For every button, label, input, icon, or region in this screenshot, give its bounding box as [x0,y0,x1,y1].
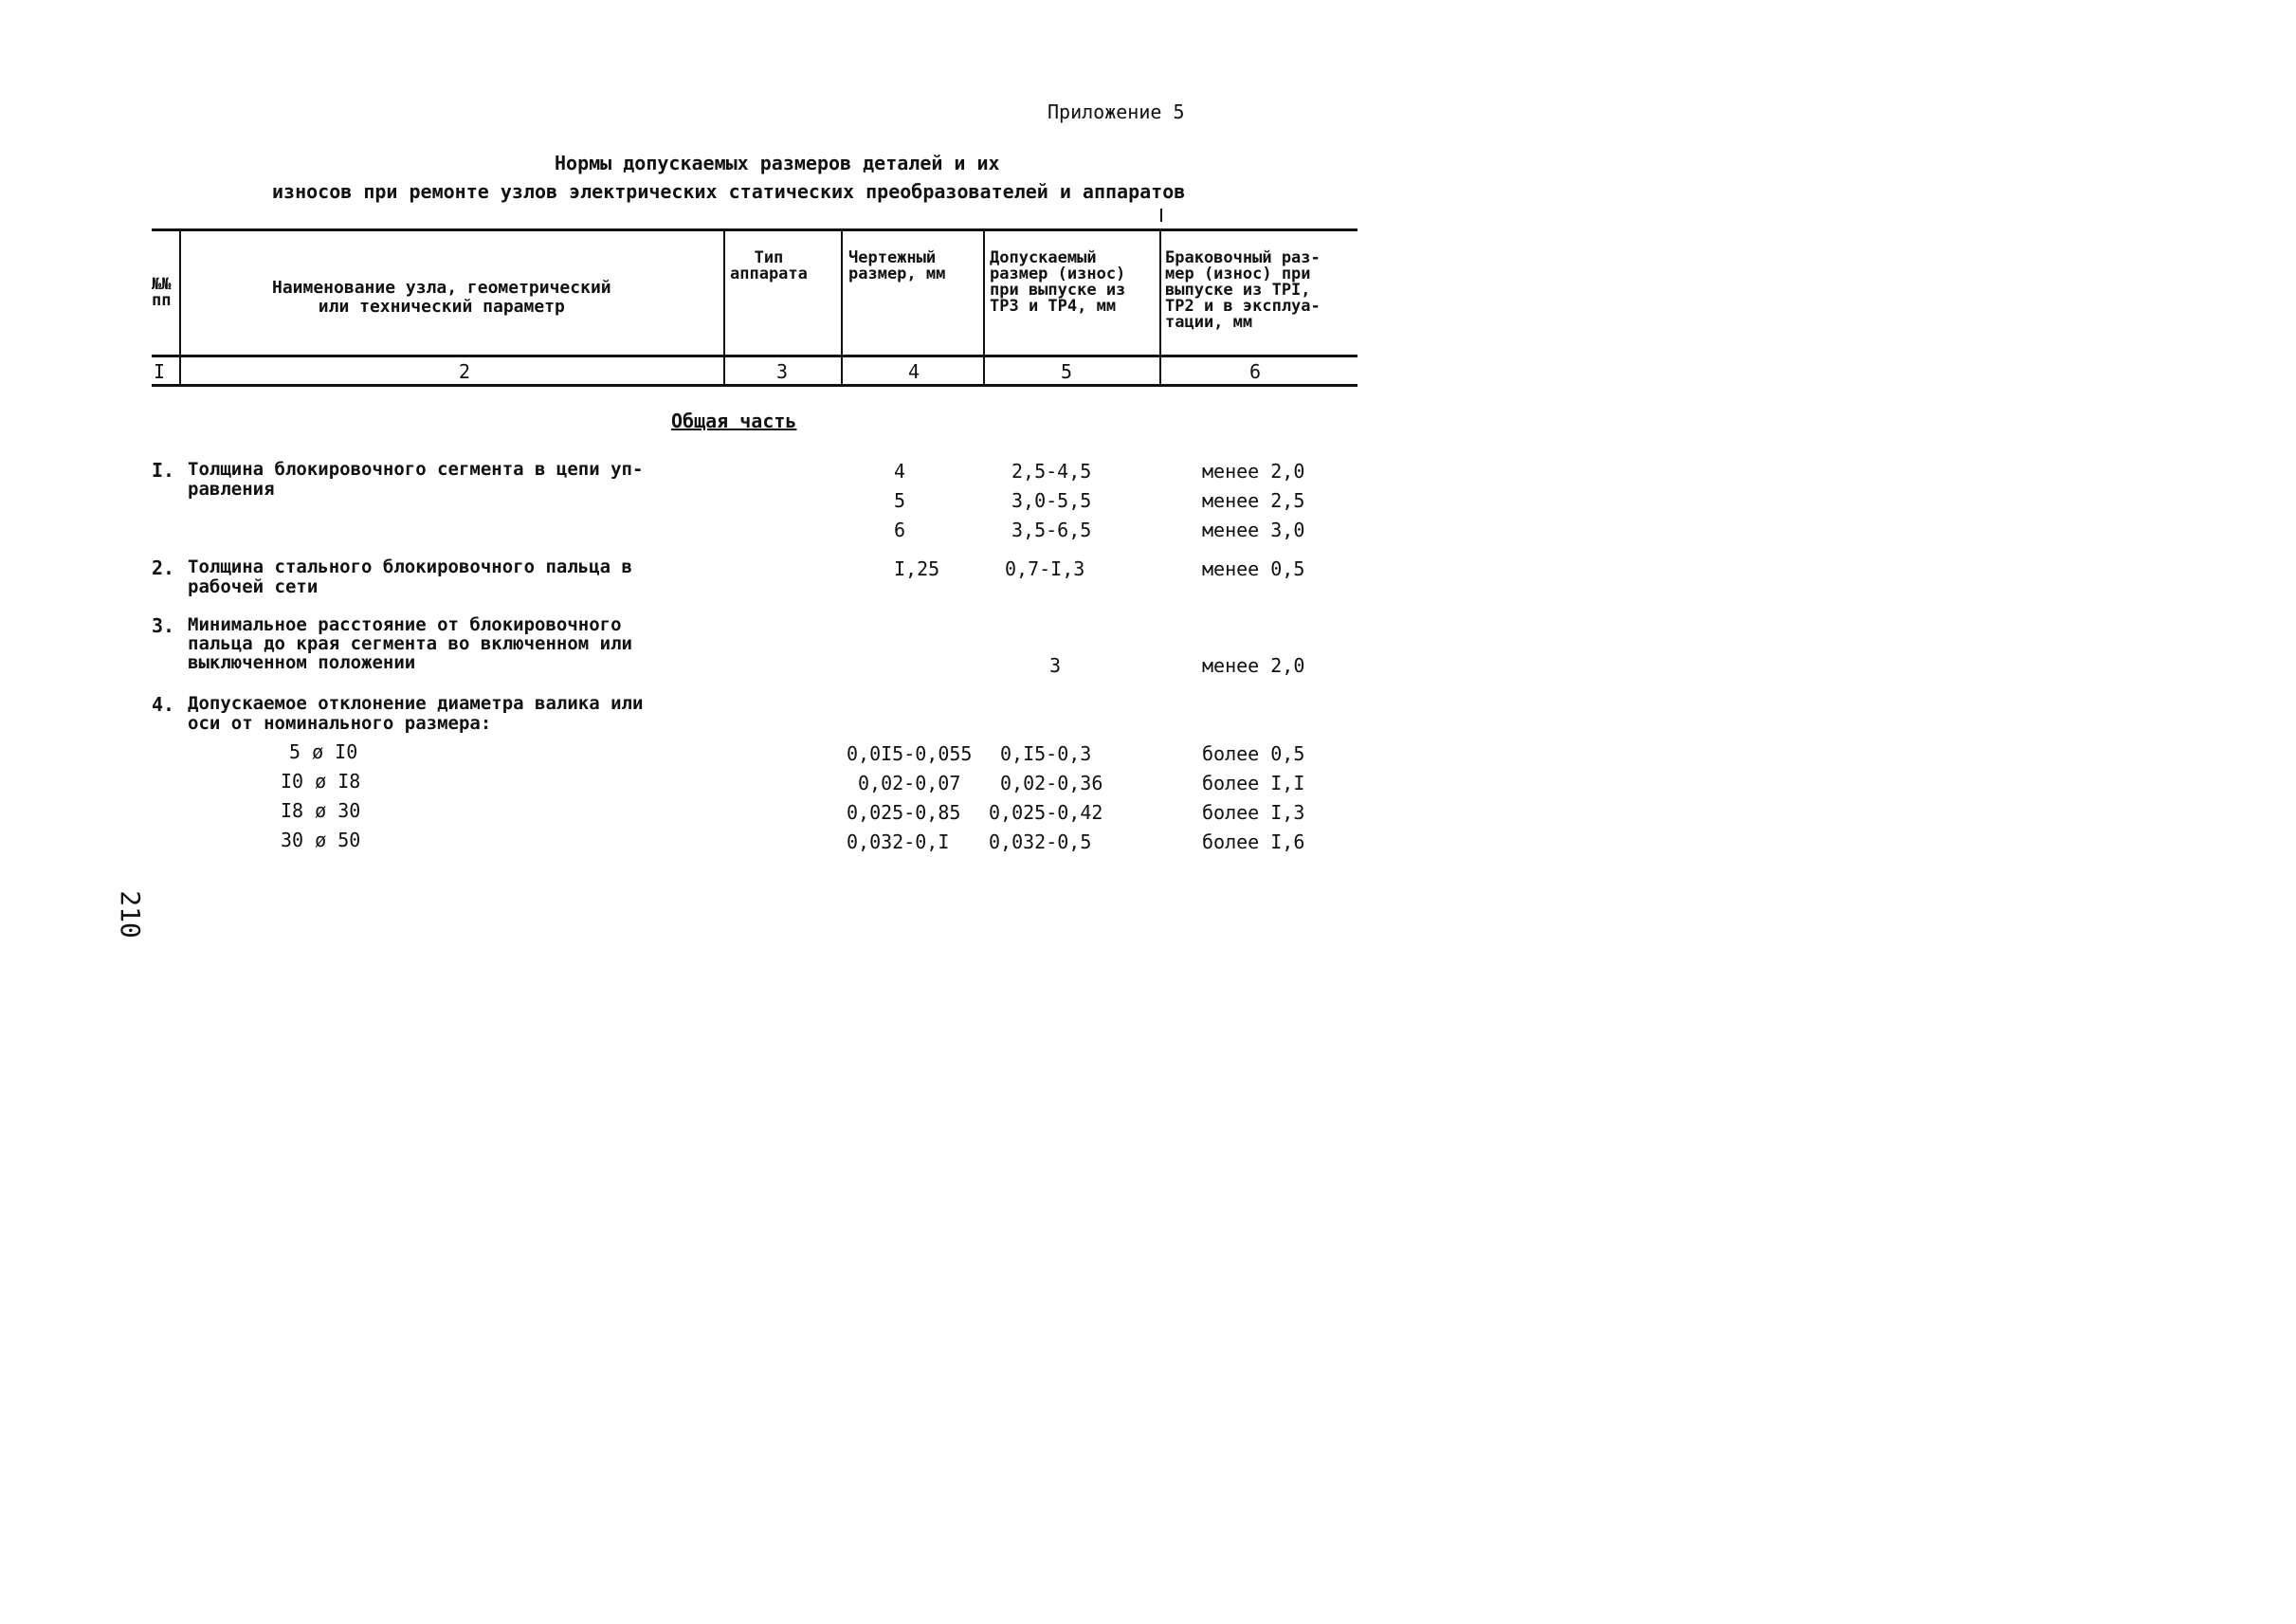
reject-size: менее 0,5 [1202,557,1305,580]
header-col-allowed-size: Допускаемый размер (износ) при выпуске из ТР3 и ТР4, мм [990,248,1126,316]
allowed-size: 3,0-5,5 [1011,489,1092,512]
item-text: Толщина блокировочного сегмента в цепи уп- равления [188,459,644,500]
item-text: Толщина стального блокировочного пальца в рабочей сети [188,557,632,597]
column-number-3: 3 [776,360,789,383]
drawing-size: 0,0I5-0,055 [847,742,973,765]
header-col-type: Тип аппарата [730,248,808,283]
column-number-2: 2 [459,360,471,383]
reject-size: менее 2,0 [1202,460,1305,483]
document-page [0,0,1486,1051]
appendix-label: Приложение 5 [1048,100,1185,123]
allowed-size: 0,025-0,42 [989,801,1103,824]
item-number: 2. [152,557,175,579]
col-divider-1 [179,230,181,385]
header-bottom-rule [152,384,1358,387]
reject-size: менее 3,0 [1202,519,1305,541]
item-number: 3. [152,614,175,637]
allowed-size: 0,02-0,36 [1000,772,1103,794]
drawing-size: 6 [894,519,906,541]
col-divider-5 [1159,230,1161,385]
col-divider-3 [841,230,843,385]
header-col-number: №№ пп [152,275,172,310]
diameter-range: I8 ø 30 [281,799,361,822]
reject-size: более I,6 [1202,830,1305,853]
column-number-6: 6 [1249,360,1262,383]
column-number-4: 4 [908,360,920,383]
column-number-5: 5 [1061,360,1073,383]
drawing-size: 0,032-0,I [847,830,950,853]
column-number-1: I [154,360,166,383]
allowed-size: 2,5-4,5 [1011,460,1092,483]
page-number: 210 [114,890,146,939]
header-mid-rule [152,355,1358,357]
item-text: Минимальное расстояние от блокировочного пальца до края сегмента во включенном или выключенном положении [188,614,632,673]
item-number: I. [152,459,175,482]
section-title: Общая часть [671,410,797,432]
drawing-size: 4 [894,460,906,483]
reject-size: более I,I [1202,772,1305,794]
item-text: Допускаемое отклонение диаметра валика или оси от номинального размера: [188,693,644,734]
reject-size: менее 2,5 [1202,489,1305,512]
title-line-1: Нормы допускаемых размеров деталей и их [555,152,1000,174]
drawing-size: I,25 [894,557,940,580]
reject-size: более I,3 [1202,801,1305,824]
diameter-range: I0 ø I8 [281,770,361,793]
tick-mark [1160,209,1162,222]
drawing-size: 0,025-0,85 [847,801,961,824]
allowed-size: 3 [1049,654,1062,677]
col-divider-2 [723,230,725,385]
drawing-size: 0,02-0,07 [858,772,961,794]
title-line-2: износов при ремонте узлов электрических статических преобразователей и аппаратов [272,180,1186,203]
diameter-range: 5 ø I0 [289,740,358,763]
item-number: 4. [152,693,175,716]
reject-size: более 0,5 [1202,742,1305,765]
allowed-size: 3,5-6,5 [1011,519,1092,541]
header-col-name: Наименование узла, геометрический или технический параметр [272,278,611,317]
reject-size: менее 2,0 [1202,654,1305,677]
header-col-drawing-size: Чертежный размер, мм [848,248,946,283]
header-col-reject-size: Браковочный раз- мер (износ) при выпуске из ТРI, ТР2 и в эксплуа- тации, мм [1165,248,1321,332]
allowed-size: 0,032-0,5 [989,830,1092,853]
header-top-rule [152,228,1358,231]
col-divider-4 [983,230,985,385]
allowed-size: 0,7-I,3 [1005,557,1085,580]
drawing-size: 5 [894,489,906,512]
allowed-size: 0,I5-0,3 [1000,742,1092,765]
diameter-range: 30 ø 50 [281,829,361,851]
